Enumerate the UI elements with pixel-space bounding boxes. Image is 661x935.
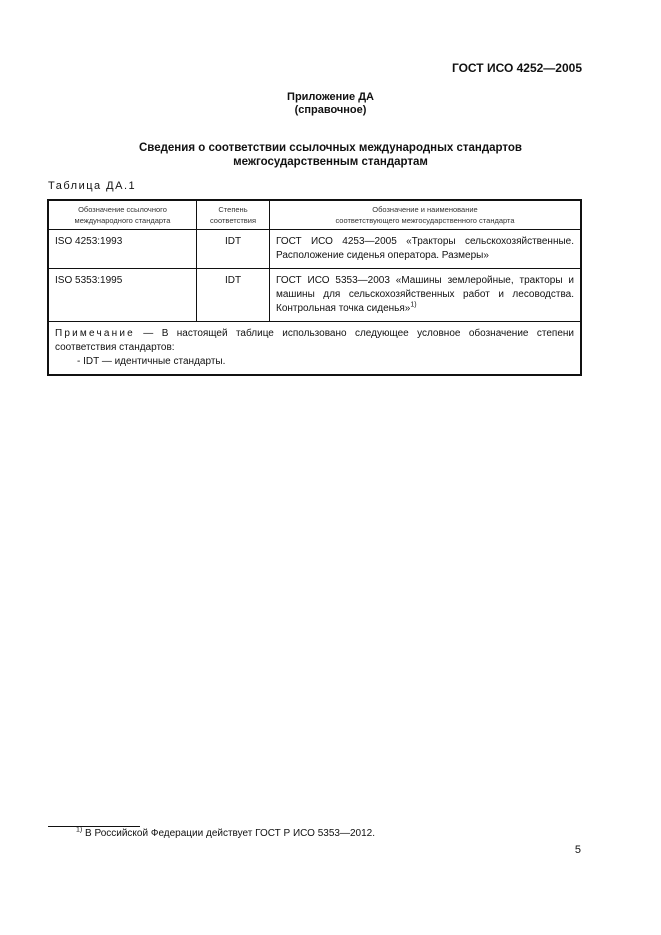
footnote-text: В Российской Федерации действует ГОСТ Р ИСО 5353—2012. [82, 828, 375, 839]
note-body: В настоящей таблице использовано следующее условное обозначение степени соответствия стандартов: [55, 328, 574, 353]
page-number: 5 [574, 844, 581, 856]
table-note [48, 322, 581, 376]
header-text: международного стандарта [74, 216, 171, 225]
appendix-title: Приложение ДА [287, 91, 374, 103]
cell-degree: IDT [197, 230, 270, 269]
table-note-row [48, 322, 581, 376]
cell-intl: ISO 5353:1995 [48, 269, 197, 322]
footnote-ref[interactable]: 1) [410, 301, 417, 309]
section-title-line1: Сведения о соответствии ссылочных международных стандартов [138, 142, 522, 154]
note-label: Примечание [55, 328, 135, 339]
table-header-row [48, 200, 581, 230]
correspondence-table [47, 199, 582, 376]
cell-national [270, 269, 582, 322]
appendix-heading [0, 91, 661, 117]
cell-national [270, 230, 582, 269]
footnote-marker: 1) [76, 826, 83, 834]
header-text: Обозначение ссылочного [78, 205, 167, 214]
national-text: ГОСТ ИСО 4253—2005 «Тракторы сельскохозяйственные. Расположение сиденья оператора. Размеры» [276, 236, 574, 261]
header-text: Степень [218, 205, 248, 214]
section-title-line2: межгосударственным стандартам [233, 156, 428, 168]
header-text: соответствия [209, 216, 257, 225]
cell-degree: IDT [197, 269, 270, 322]
note-dash: — [134, 328, 162, 339]
cell-intl: ISO 4253:1993 [48, 230, 197, 269]
national-text: ГОСТ ИСО 5353—2003 «Машины землеройные, тракторы и машины для сельскохозяйственных работ и лесоводства. Контрольная точка сиденья» [276, 275, 574, 314]
note-text [55, 327, 574, 355]
table-caption: Таблица ДА.1 [48, 180, 137, 192]
header-national-standard [270, 200, 582, 230]
header-degree [197, 200, 270, 230]
note-item: - IDT — идентичные стандарты. [77, 356, 226, 367]
document-code: ГОСТ ИСО 4252—2005 [451, 61, 582, 75]
header-text: соответствующего межгосударственного стандарта [335, 216, 515, 225]
section-title [0, 141, 661, 169]
table-row [48, 269, 581, 322]
header-text: Обозначение и наименование [372, 205, 478, 214]
footnote-divider [48, 826, 140, 827]
table-row [48, 230, 581, 269]
appendix-subtitle: (справочное) [294, 104, 367, 116]
footnote [76, 828, 375, 839]
header-intl-standard [48, 200, 197, 230]
